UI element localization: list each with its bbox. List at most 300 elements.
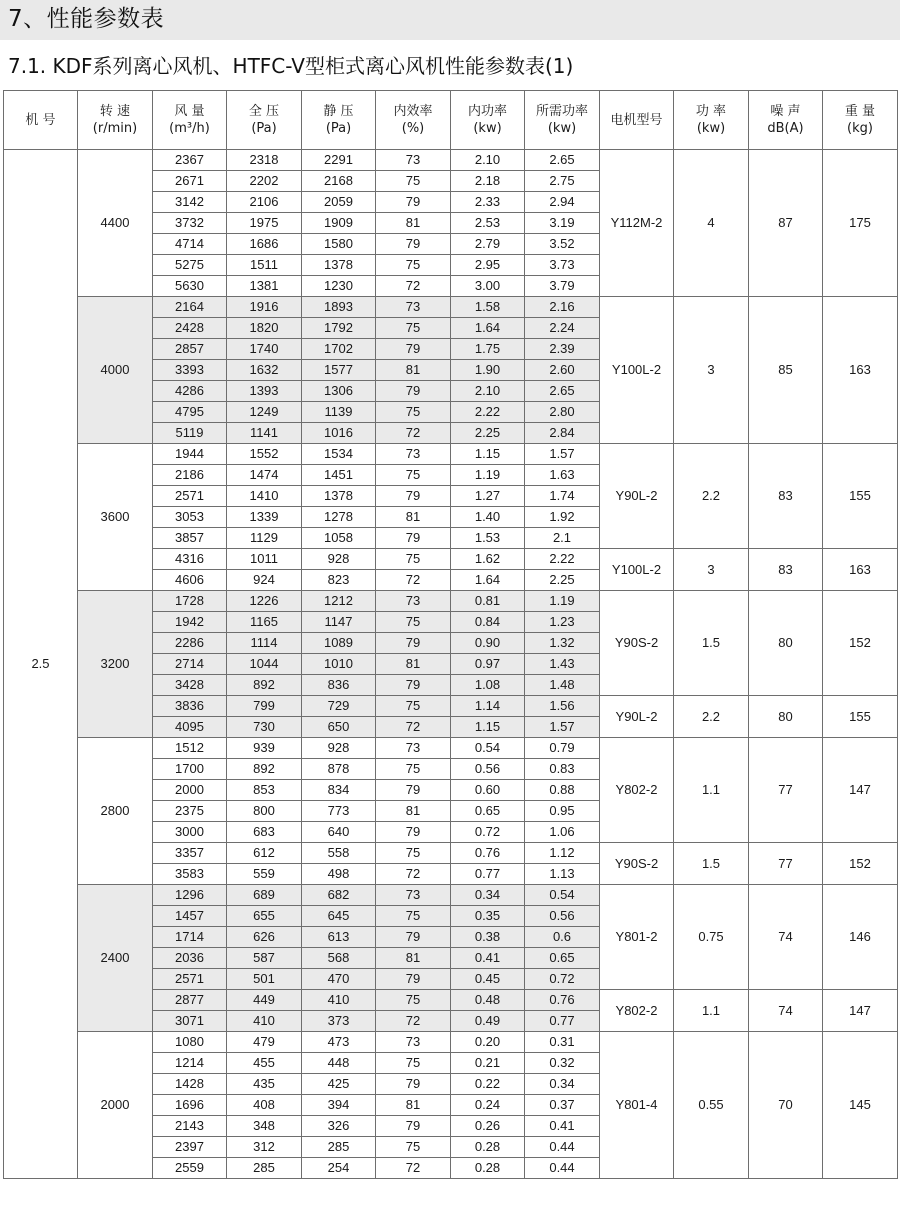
efficiency-cell: 72 xyxy=(376,276,451,297)
static-pressure-cell: 1451 xyxy=(302,465,376,486)
airflow-cell: 2375 xyxy=(153,801,227,822)
required-power-cell: 2.25 xyxy=(525,570,600,591)
total-pressure-cell: 655 xyxy=(227,906,302,927)
internal-power-cell: 1.75 xyxy=(451,339,525,360)
total-pressure-cell: 1632 xyxy=(227,360,302,381)
efficiency-cell: 73 xyxy=(376,885,451,906)
static-pressure-cell: 650 xyxy=(302,717,376,738)
internal-power-cell: 1.62 xyxy=(451,549,525,570)
motor-model-cell: Y90L-2 xyxy=(600,696,674,738)
weight-cell: 163 xyxy=(823,549,898,591)
efficiency-cell: 75 xyxy=(376,549,451,570)
required-power-cell: 2.60 xyxy=(525,360,600,381)
airflow-cell: 2186 xyxy=(153,465,227,486)
efficiency-cell: 75 xyxy=(376,318,451,339)
internal-power-cell: 2.10 xyxy=(451,150,525,171)
efficiency-cell: 75 xyxy=(376,843,451,864)
static-pressure-cell: 1378 xyxy=(302,255,376,276)
airflow-cell: 3857 xyxy=(153,528,227,549)
static-pressure-cell: 836 xyxy=(302,675,376,696)
total-pressure-cell: 892 xyxy=(227,759,302,780)
total-pressure-cell: 1686 xyxy=(227,234,302,255)
efficiency-cell: 79 xyxy=(376,927,451,948)
motor-power-cell: 1.1 xyxy=(674,990,749,1032)
motor-model-cell: Y112M-2 xyxy=(600,150,674,297)
total-pressure-cell: 2106 xyxy=(227,192,302,213)
speed-cell: 2400 xyxy=(78,885,153,1032)
total-pressure-cell: 1975 xyxy=(227,213,302,234)
total-pressure-cell: 1165 xyxy=(227,612,302,633)
required-power-cell: 2.1 xyxy=(525,528,600,549)
internal-power-cell: 1.40 xyxy=(451,507,525,528)
airflow-cell: 1728 xyxy=(153,591,227,612)
total-pressure-cell: 410 xyxy=(227,1011,302,1032)
static-pressure-cell: 470 xyxy=(302,969,376,990)
internal-power-cell: 0.81 xyxy=(451,591,525,612)
internal-power-cell: 0.38 xyxy=(451,927,525,948)
required-power-cell: 2.16 xyxy=(525,297,600,318)
static-pressure-cell: 640 xyxy=(302,822,376,843)
efficiency-cell: 73 xyxy=(376,297,451,318)
static-pressure-cell: 1893 xyxy=(302,297,376,318)
airflow-cell: 3732 xyxy=(153,213,227,234)
airflow-cell: 3053 xyxy=(153,507,227,528)
internal-power-cell: 0.84 xyxy=(451,612,525,633)
airflow-cell: 3000 xyxy=(153,822,227,843)
total-pressure-cell: 2318 xyxy=(227,150,302,171)
noise-cell: 87 xyxy=(749,150,823,297)
efficiency-cell: 81 xyxy=(376,360,451,381)
required-power-cell: 2.39 xyxy=(525,339,600,360)
internal-power-cell: 0.34 xyxy=(451,885,525,906)
required-power-cell: 0.6 xyxy=(525,927,600,948)
total-pressure-cell: 449 xyxy=(227,990,302,1011)
machine-no-cell: 2.5 xyxy=(4,150,78,1179)
weight-cell: 152 xyxy=(823,591,898,696)
airflow-cell: 2428 xyxy=(153,318,227,339)
required-power-cell: 2.65 xyxy=(525,150,600,171)
airflow-cell: 4795 xyxy=(153,402,227,423)
header-weight: 重 量 (kg) xyxy=(823,91,898,150)
motor-power-cell: 0.55 xyxy=(674,1032,749,1179)
speed-cell: 3600 xyxy=(78,444,153,591)
static-pressure-cell: 729 xyxy=(302,696,376,717)
table-body xyxy=(4,150,898,1179)
efficiency-cell: 72 xyxy=(376,423,451,444)
airflow-cell: 4606 xyxy=(153,570,227,591)
efficiency-cell: 79 xyxy=(376,192,451,213)
airflow-cell: 3357 xyxy=(153,843,227,864)
total-pressure-cell: 455 xyxy=(227,1053,302,1074)
required-power-cell: 1.12 xyxy=(525,843,600,864)
weight-cell: 146 xyxy=(823,885,898,990)
total-pressure-cell: 800 xyxy=(227,801,302,822)
required-power-cell: 0.83 xyxy=(525,759,600,780)
efficiency-cell: 81 xyxy=(376,507,451,528)
efficiency-cell: 75 xyxy=(376,402,451,423)
motor-power-cell: 1.5 xyxy=(674,843,749,885)
airflow-cell: 1512 xyxy=(153,738,227,759)
static-pressure-cell: 1702 xyxy=(302,339,376,360)
internal-power-cell: 0.77 xyxy=(451,864,525,885)
header-total-pressure: 全 压 (Pa) xyxy=(227,91,302,150)
static-pressure-cell: 1534 xyxy=(302,444,376,465)
total-pressure-cell: 1249 xyxy=(227,402,302,423)
efficiency-cell: 79 xyxy=(376,633,451,654)
total-pressure-cell: 1393 xyxy=(227,381,302,402)
total-pressure-cell: 1339 xyxy=(227,507,302,528)
required-power-cell: 0.44 xyxy=(525,1158,600,1179)
total-pressure-cell: 892 xyxy=(227,675,302,696)
noise-cell: 70 xyxy=(749,1032,823,1179)
airflow-cell: 4316 xyxy=(153,549,227,570)
motor-model-cell: Y100L-2 xyxy=(600,297,674,444)
required-power-cell: 1.13 xyxy=(525,864,600,885)
required-power-cell: 2.80 xyxy=(525,402,600,423)
total-pressure-cell: 1474 xyxy=(227,465,302,486)
required-power-cell: 0.95 xyxy=(525,801,600,822)
required-power-cell: 0.72 xyxy=(525,969,600,990)
motor-power-cell: 0.75 xyxy=(674,885,749,990)
efficiency-cell: 81 xyxy=(376,654,451,675)
airflow-cell: 2036 xyxy=(153,948,227,969)
noise-cell: 83 xyxy=(749,549,823,591)
efficiency-cell: 73 xyxy=(376,738,451,759)
motor-power-cell: 1.5 xyxy=(674,591,749,696)
efficiency-cell: 79 xyxy=(376,780,451,801)
airflow-cell: 2000 xyxy=(153,780,227,801)
internal-power-cell: 0.28 xyxy=(451,1158,525,1179)
motor-power-cell: 3 xyxy=(674,549,749,591)
static-pressure-cell: 285 xyxy=(302,1137,376,1158)
static-pressure-cell: 928 xyxy=(302,738,376,759)
efficiency-cell: 75 xyxy=(376,171,451,192)
required-power-cell: 2.75 xyxy=(525,171,600,192)
table-row xyxy=(4,150,898,171)
required-power-cell: 2.84 xyxy=(525,423,600,444)
total-pressure-cell: 1011 xyxy=(227,549,302,570)
total-pressure-cell: 683 xyxy=(227,822,302,843)
required-power-cell: 1.23 xyxy=(525,612,600,633)
total-pressure-cell: 1044 xyxy=(227,654,302,675)
static-pressure-cell: 928 xyxy=(302,549,376,570)
internal-power-cell: 1.19 xyxy=(451,465,525,486)
airflow-cell: 1942 xyxy=(153,612,227,633)
section-title: 7、性能参数表 xyxy=(8,6,165,32)
motor-power-cell: 4 xyxy=(674,150,749,297)
required-power-cell: 0.37 xyxy=(525,1095,600,1116)
header-motor-power: 功 率 (kw) xyxy=(674,91,749,150)
efficiency-cell: 75 xyxy=(376,612,451,633)
airflow-cell: 2397 xyxy=(153,1137,227,1158)
efficiency-cell: 79 xyxy=(376,822,451,843)
speed-cell: 2800 xyxy=(78,738,153,885)
weight-cell: 145 xyxy=(823,1032,898,1179)
internal-power-cell: 2.25 xyxy=(451,423,525,444)
weight-cell: 147 xyxy=(823,990,898,1032)
header-machine-no: 机 号 xyxy=(4,91,78,150)
internal-power-cell: 2.79 xyxy=(451,234,525,255)
internal-power-cell: 0.35 xyxy=(451,906,525,927)
airflow-cell: 1944 xyxy=(153,444,227,465)
internal-power-cell: 2.10 xyxy=(451,381,525,402)
static-pressure-cell: 1378 xyxy=(302,486,376,507)
internal-power-cell: 0.97 xyxy=(451,654,525,675)
internal-power-cell: 2.53 xyxy=(451,213,525,234)
efficiency-cell: 79 xyxy=(376,675,451,696)
total-pressure-cell: 559 xyxy=(227,864,302,885)
table-row xyxy=(4,297,898,318)
motor-model-cell: Y801-4 xyxy=(600,1032,674,1179)
required-power-cell: 1.43 xyxy=(525,654,600,675)
speed-cell: 4400 xyxy=(78,150,153,297)
efficiency-cell: 75 xyxy=(376,990,451,1011)
airflow-cell: 1700 xyxy=(153,759,227,780)
static-pressure-cell: 834 xyxy=(302,780,376,801)
header-airflow: 风 量 (m³/h) xyxy=(153,91,227,150)
internal-power-cell: 0.65 xyxy=(451,801,525,822)
noise-cell: 80 xyxy=(749,696,823,738)
efficiency-cell: 72 xyxy=(376,864,451,885)
table-row xyxy=(4,591,898,612)
internal-power-cell: 2.95 xyxy=(451,255,525,276)
efficiency-cell: 75 xyxy=(376,1053,451,1074)
airflow-cell: 2143 xyxy=(153,1116,227,1137)
efficiency-cell: 79 xyxy=(376,1074,451,1095)
internal-power-cell: 2.33 xyxy=(451,192,525,213)
total-pressure-cell: 1114 xyxy=(227,633,302,654)
airflow-cell: 2857 xyxy=(153,339,227,360)
efficiency-cell: 81 xyxy=(376,801,451,822)
static-pressure-cell: 326 xyxy=(302,1116,376,1137)
airflow-cell: 3583 xyxy=(153,864,227,885)
header-internal-power: 内功率 (kw) xyxy=(451,91,525,150)
total-pressure-cell: 1141 xyxy=(227,423,302,444)
airflow-cell: 3393 xyxy=(153,360,227,381)
total-pressure-cell: 799 xyxy=(227,696,302,717)
total-pressure-cell: 612 xyxy=(227,843,302,864)
required-power-cell: 1.19 xyxy=(525,591,600,612)
internal-power-cell: 0.48 xyxy=(451,990,525,1011)
internal-power-cell: 2.22 xyxy=(451,402,525,423)
total-pressure-cell: 853 xyxy=(227,780,302,801)
internal-power-cell: 0.56 xyxy=(451,759,525,780)
static-pressure-cell: 2059 xyxy=(302,192,376,213)
required-power-cell: 0.88 xyxy=(525,780,600,801)
required-power-cell: 3.79 xyxy=(525,276,600,297)
airflow-cell: 2367 xyxy=(153,150,227,171)
total-pressure-cell: 1511 xyxy=(227,255,302,276)
internal-power-cell: 0.22 xyxy=(451,1074,525,1095)
required-power-cell: 1.92 xyxy=(525,507,600,528)
header-motor-model: 电机型号 xyxy=(600,91,674,150)
internal-power-cell: 1.64 xyxy=(451,570,525,591)
weight-cell: 163 xyxy=(823,297,898,444)
efficiency-cell: 75 xyxy=(376,906,451,927)
weight-cell: 155 xyxy=(823,696,898,738)
required-power-cell: 2.22 xyxy=(525,549,600,570)
internal-power-cell: 0.76 xyxy=(451,843,525,864)
internal-power-cell: 3.00 xyxy=(451,276,525,297)
efficiency-cell: 79 xyxy=(376,1116,451,1137)
airflow-cell: 2671 xyxy=(153,171,227,192)
speed-cell: 4000 xyxy=(78,297,153,444)
required-power-cell: 1.63 xyxy=(525,465,600,486)
static-pressure-cell: 373 xyxy=(302,1011,376,1032)
weight-cell: 147 xyxy=(823,738,898,843)
static-pressure-cell: 1306 xyxy=(302,381,376,402)
noise-cell: 77 xyxy=(749,843,823,885)
airflow-cell: 4095 xyxy=(153,717,227,738)
header-required-power: 所需功率 (kw) xyxy=(525,91,600,150)
internal-power-cell: 0.45 xyxy=(451,969,525,990)
airflow-cell: 2877 xyxy=(153,990,227,1011)
total-pressure-cell: 1129 xyxy=(227,528,302,549)
static-pressure-cell: 410 xyxy=(302,990,376,1011)
efficiency-cell: 79 xyxy=(376,486,451,507)
internal-power-cell: 2.18 xyxy=(451,171,525,192)
internal-power-cell: 1.53 xyxy=(451,528,525,549)
required-power-cell: 3.73 xyxy=(525,255,600,276)
total-pressure-cell: 626 xyxy=(227,927,302,948)
airflow-cell: 2286 xyxy=(153,633,227,654)
speed-cell: 2000 xyxy=(78,1032,153,1179)
total-pressure-cell: 1226 xyxy=(227,591,302,612)
efficiency-cell: 75 xyxy=(376,759,451,780)
internal-power-cell: 1.27 xyxy=(451,486,525,507)
internal-power-cell: 1.15 xyxy=(451,717,525,738)
efficiency-cell: 75 xyxy=(376,255,451,276)
static-pressure-cell: 1230 xyxy=(302,276,376,297)
efficiency-cell: 75 xyxy=(376,696,451,717)
static-pressure-cell: 448 xyxy=(302,1053,376,1074)
internal-power-cell: 1.15 xyxy=(451,444,525,465)
static-pressure-cell: 645 xyxy=(302,906,376,927)
total-pressure-cell: 1820 xyxy=(227,318,302,339)
efficiency-cell: 72 xyxy=(376,570,451,591)
required-power-cell: 1.74 xyxy=(525,486,600,507)
airflow-cell: 2571 xyxy=(153,969,227,990)
noise-cell: 85 xyxy=(749,297,823,444)
motor-power-cell: 1.1 xyxy=(674,738,749,843)
static-pressure-cell: 1580 xyxy=(302,234,376,255)
airflow-cell: 2714 xyxy=(153,654,227,675)
motor-model-cell: Y90S-2 xyxy=(600,591,674,696)
performance-table xyxy=(3,90,898,1179)
motor-model-cell: Y100L-2 xyxy=(600,549,674,591)
motor-power-cell: 3 xyxy=(674,297,749,444)
static-pressure-cell: 558 xyxy=(302,843,376,864)
internal-power-cell: 0.60 xyxy=(451,780,525,801)
airflow-cell: 3428 xyxy=(153,675,227,696)
static-pressure-cell: 823 xyxy=(302,570,376,591)
static-pressure-cell: 425 xyxy=(302,1074,376,1095)
static-pressure-cell: 1909 xyxy=(302,213,376,234)
total-pressure-cell: 312 xyxy=(227,1137,302,1158)
required-power-cell: 0.41 xyxy=(525,1116,600,1137)
efficiency-cell: 72 xyxy=(376,1158,451,1179)
efficiency-cell: 79 xyxy=(376,234,451,255)
airflow-cell: 4714 xyxy=(153,234,227,255)
internal-power-cell: 0.49 xyxy=(451,1011,525,1032)
total-pressure-cell: 1381 xyxy=(227,276,302,297)
internal-power-cell: 0.28 xyxy=(451,1137,525,1158)
airflow-cell: 1696 xyxy=(153,1095,227,1116)
total-pressure-cell: 285 xyxy=(227,1158,302,1179)
required-power-cell: 1.57 xyxy=(525,717,600,738)
static-pressure-cell: 568 xyxy=(302,948,376,969)
header-row xyxy=(4,91,898,150)
total-pressure-cell: 1916 xyxy=(227,297,302,318)
noise-cell: 80 xyxy=(749,591,823,696)
noise-cell: 74 xyxy=(749,885,823,990)
motor-model-cell: Y802-2 xyxy=(600,990,674,1032)
table-row xyxy=(4,885,898,906)
required-power-cell: 0.56 xyxy=(525,906,600,927)
static-pressure-cell: 1792 xyxy=(302,318,376,339)
table-row xyxy=(4,444,898,465)
total-pressure-cell: 348 xyxy=(227,1116,302,1137)
efficiency-cell: 75 xyxy=(376,465,451,486)
speed-cell: 3200 xyxy=(78,591,153,738)
efficiency-cell: 79 xyxy=(376,339,451,360)
static-pressure-cell: 394 xyxy=(302,1095,376,1116)
efficiency-cell: 73 xyxy=(376,150,451,171)
motor-model-cell: Y801-2 xyxy=(600,885,674,990)
total-pressure-cell: 501 xyxy=(227,969,302,990)
required-power-cell: 0.32 xyxy=(525,1053,600,1074)
static-pressure-cell: 1089 xyxy=(302,633,376,654)
total-pressure-cell: 1410 xyxy=(227,486,302,507)
airflow-cell: 3836 xyxy=(153,696,227,717)
static-pressure-cell: 2168 xyxy=(302,171,376,192)
efficiency-cell: 79 xyxy=(376,381,451,402)
required-power-cell: 0.44 xyxy=(525,1137,600,1158)
internal-power-cell: 1.14 xyxy=(451,696,525,717)
required-power-cell: 1.48 xyxy=(525,675,600,696)
efficiency-cell: 73 xyxy=(376,591,451,612)
airflow-cell: 1214 xyxy=(153,1053,227,1074)
airflow-cell: 3142 xyxy=(153,192,227,213)
static-pressure-cell: 1577 xyxy=(302,360,376,381)
required-power-cell: 1.56 xyxy=(525,696,600,717)
static-pressure-cell: 1058 xyxy=(302,528,376,549)
total-pressure-cell: 730 xyxy=(227,717,302,738)
airflow-cell: 1296 xyxy=(153,885,227,906)
airflow-cell: 5119 xyxy=(153,423,227,444)
total-pressure-cell: 587 xyxy=(227,948,302,969)
internal-power-cell: 1.64 xyxy=(451,318,525,339)
required-power-cell: 0.77 xyxy=(525,1011,600,1032)
static-pressure-cell: 254 xyxy=(302,1158,376,1179)
total-pressure-cell: 1740 xyxy=(227,339,302,360)
efficiency-cell: 79 xyxy=(376,528,451,549)
required-power-cell: 0.79 xyxy=(525,738,600,759)
header-speed: 转 速 (r/min) xyxy=(78,91,153,150)
airflow-cell: 1080 xyxy=(153,1032,227,1053)
required-power-cell: 3.19 xyxy=(525,213,600,234)
noise-cell: 83 xyxy=(749,444,823,549)
internal-power-cell: 1.90 xyxy=(451,360,525,381)
required-power-cell: 0.65 xyxy=(525,948,600,969)
efficiency-cell: 73 xyxy=(376,1032,451,1053)
airflow-cell: 1428 xyxy=(153,1074,227,1095)
weight-cell: 175 xyxy=(823,150,898,297)
internal-power-cell: 0.41 xyxy=(451,948,525,969)
required-power-cell: 3.52 xyxy=(525,234,600,255)
header-internal-efficiency: 内效率 (%) xyxy=(376,91,451,150)
total-pressure-cell: 2202 xyxy=(227,171,302,192)
